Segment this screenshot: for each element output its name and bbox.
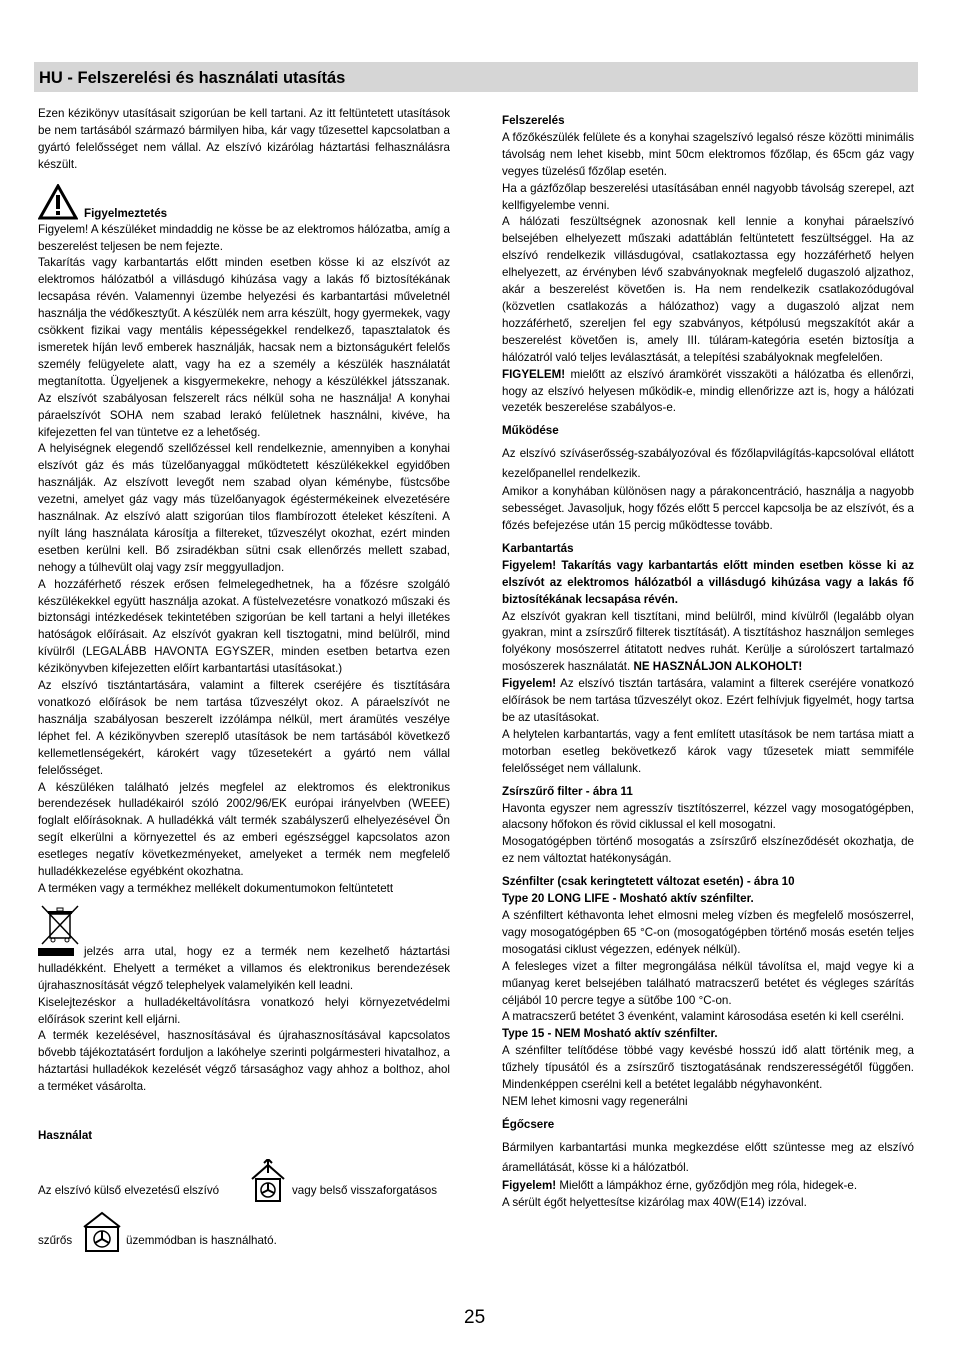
usage-text-3: szűrős <box>38 1233 73 1247</box>
warning-triangle-icon <box>38 184 78 220</box>
install-paragraph-1: A főzőkészülék felülete és a konyhai szagelszívó legalsó része közötti minimális távolság nem lehet kisebb, mint 50cm elektromos főzőlap, és 65cm gáz vagy vegyes tüzelésű főzőlap esetén. <box>502 130 914 178</box>
grease-filter-title: Zsírszűrő filter - ábra 11 <box>502 784 633 798</box>
page-title: HU - Felszerelési és használati utasítás <box>39 69 346 87</box>
type15-title: Type 15 - NEM Mosható aktív szénfilter. <box>502 1027 718 1041</box>
warning-paragraph-1: Figyelem! A készüléket mindaddig ne kösse be az elektromos hálózatba, amíg a beszerelést teljesen be nem fejezte. <box>38 222 450 253</box>
left-column <box>38 106 450 1259</box>
usage-text-2: vagy belső visszaforgatásos <box>292 1183 437 1197</box>
weee-paragraph: A készüléken található jelzés megfelel az elektromos és elektronikus berendezések hulladékairól szóló 2002/96/EK európai irányelvben (WEEE) foglalt előírásoknak. A hulladékká vált termék szabályszerű elhelyezésével Ön segít elkerülni a környezettel és az emberi egészséggel kapcsolatos azon esetleges negatív következményeket, amelyeket a termék nem megfelelő hulladékkezelése egyébként okozhatna. <box>38 780 450 879</box>
maintenance-text: Az elszívót gyakran kell tisztítani, mind belülről, mind kívülről (legalább olyan gyakran, mint a zsírszűrő filterek tisztítását). A tisztításhoz használjon semleges folyékony mosószerrel átitatott nedves ruhát. Kerülje a súrolószert tartalmazó mosószerek használatát. <box>502 609 914 674</box>
maintenance-warning-text: Az elszívó tisztán tartására, valamint a filterek cseréjére vonatkozó előírások be nem tartása tűzveszélyt okoz. Ezért felhívjuk figyelmét, hogy tartsa be az utasításokat. <box>502 677 914 724</box>
page-number: 25 <box>464 1307 486 1328</box>
carbon-filter-title: Szénfilter (csak keringtetett változat esetén) - ábra 10 <box>502 875 795 889</box>
disposal-paragraph: Kiselejtezéskor a hulladékeltávolításra vonatkozó helyi környezetvédelmi előírások szerint kell eljárni. <box>38 995 450 1026</box>
maintenance-paragraph-1 <box>502 609 914 677</box>
section-header <box>34 62 918 92</box>
operation-paragraph-2: Amikor a konyhában különösen nagy a párakoncentráció, használja a nagyobb sebességet. Javasoljuk, hogy főzés előtt 5 perccel kapcsolja be az elszívót, és a főzés befejezése után 15 percig működtesse tovább. <box>502 485 914 533</box>
install-paragraph-3: A hálózati feszültségnek azonosnak kell lennie a konyhai páraelszívó belsejében elhelyezett műszaki adattáblán feltüntetett feszültséggel. Ha az elszívó rendelkezik villásdugóval, csatlakoztassa egy hozzáférhető helyen elhelyezett, az érvényben lévő szabványoknak megfelelő dugaszoló aljzathoz, akár a beszerelést követően is. Ha nem rendelkezik csatlakozódugóval (közvetlen csatlakozás a hálózathoz) vagy a dugaszoló aljzat nem hozzáférhető, szereljen fel egy szabványos, kétpólusú megszakítót akár a beszerelést követően is, amely III. túláram-kategória esetén biztosítja a hálózatról való teljes leválasztását, a telepítési szabályoknak megfelelően. <box>502 215 914 364</box>
recirculation-mode-icon <box>80 1209 124 1253</box>
weee-bar-icon <box>38 948 74 956</box>
install-warning-label: FIGYELEM! <box>502 367 566 381</box>
bulb-paragraph-2 <box>502 1178 914 1195</box>
install-paragraph-4 <box>502 367 914 418</box>
maintenance-title: Karbantartás <box>502 541 574 555</box>
warning-paragraph-3: A helyiségnek elegendő szellőzéssel kell rendelkeznie, amennyiben a konyhai elszívót gáz és más tüzelőanyaggal működtetett készülékekkel egyidőben használják. Az elszívott levegőt nem szabad olyan kéménybe, füstcsőbe vezetni, amelyet gáz vagy más tüzelőanyagok égéstermékeinek elvezetésére használnak. Az elszívó alatt szigorúan tilos flambírozott ételeket készíteni. A nyílt láng használata károsítja a filtereket, tűzveszélyt okozhat, ezért minden esetben kerülni kell. Bő zsiradékban sütni csak ellenőrzés mellett szabad, nehogy a túlhevült olaj vagy zsír meggyulladjon. <box>38 442 450 574</box>
warning-paragraph-4: A hozzáférhető részek erősen felmelegedhetnek, ha a főzésre szolgáló készülékekkel együtt használja azokat. A füstelvezetésre vonatkozó műszaki és biztonsági intézkedések tekintetében szigorúan be kell tartani a helyi illetékes hatóságok előírásait. Az elszívót gyakran kell tisztogatni, mind belülről, mind kívülről (LEGALÁBB HAVONTA EGYSZER, minden esetben betartva ezen kézikönyvben kifejezetten előírt karbantartási utasításokat.) <box>38 577 450 676</box>
crossed-bin-icon <box>38 902 82 946</box>
weee-paragraph-2: jelzés arra utal, hogy ez a termék nem kezelhető háztartási hulladékként. Ehelyett a terméket a villamos és elektronikus berendezések újrahasznosítását végző telephelyek valamelyikén kell leadni. <box>38 944 450 992</box>
warning-paragraph-5: Az elszívó tisztántartására, valamint a filterek cseréjére és tisztítására vonatkozó előírások be nem tartása tűzveszélyt okoz. A páraelszívót ne használja szabályosan beszerelt izzólámpa nélkül, mert áramütés veszélye léphet fel. A kézikönyvben szereplő utasítások be nem tartásából következő kellemetlenségekért, károkért vagy tűzesetekért a gyártó nem vállal felelősséget. <box>38 679 450 777</box>
type20-title: Type 20 LONG LIFE - Mosható aktív szénfilter. <box>502 892 754 906</box>
warning-block <box>38 184 450 222</box>
usage-text-4: üzemmódban is használható. <box>126 1233 277 1247</box>
usage-line-1 <box>38 1159 450 1209</box>
carbon-paragraph-4: A szénfilter telítődése többé vagy kevésbé hosszú idő alatt történik meg, a tűzhely típusától és a zsírszűrő tisztogatásának rendszerességétől függően. Mindenképpen cserélni kell a betétet legalább négyhavonként. <box>502 1044 914 1092</box>
install-title: Felszerelés <box>502 114 565 127</box>
warning-paragraph-2: Takarítás vagy karbantartás előtt minden esetben kösse ki az elszívót az elektromos hálózatból a villásdugó kihúzása vagy a lakás fő biztosítékának lecsapása révén. Valamennyi üzembe helyezési és karbantartási műveletnél használja the védőkesztyűt. A készülék nem arra készült, hogy gyermekek, vagy csökkent fizikai vagy mentális képességekkel rendelkező, tapasztalatok és ismeretek híján levő emberek használják, hacsak nem a biztonságukért felelős személy felügyelete alatt, vagy ha ez a személy a készülék használatát megtanította. Ügyeljenek a kisgyermekekre, nehogy a készülékkel játsszanak. Az elszívót szabályosan felszerelt rács nélkül soha ne használja! A konyhai páraelszívót SOHA nem szabad lerakó felületnek használni, kivéve, ha kifejezetten fel van tüntetve ez a lehetőség. <box>38 256 450 439</box>
info-paragraph: A termék kezelésével, hasznosításával és újrahasznosításával kapcsolatos bővebb tájékoztatásért forduljon a lakóhelye szerinti polgármesteri hivatalhoz, a háztartási hulladékok kezelését végző társasághoz vagy ahhoz a bolthoz, ahol a terméket vásárolta. <box>38 1029 450 1094</box>
grease-filter-paragraph-1: Havonta egyszer nem agresszív tisztítószerrel, kézzel vagy mosogatógépben, alacsony hőfokon és rövid ciklussal el kell mosogatni. <box>502 801 914 832</box>
right-column <box>502 113 914 1212</box>
usage-line-2 <box>38 1209 450 1259</box>
operation-paragraph-1: Az elszívó szíváserősség-szabályozóval és főzőlapvilágítás-kapcsolóval ellátott kezelőpanellel rendelkezik. <box>502 447 914 481</box>
maintenance-paragraph-2 <box>502 676 914 727</box>
maintenance-warning-label: Figyelem! <box>502 677 557 691</box>
carbon-paragraph-2: A felesleges vizet a filter megrongálása nélkül távolítsa el, majd vegye ki a műanyag keret belsejében található matracszerű betétet és végleges szárítás céljából 10 percre tegye a sütőbe 100 °C-on. <box>502 959 914 1007</box>
usage-title: Használat <box>38 1129 93 1143</box>
bulb-warning-text: Mielőtt a lámpákhoz érne, győződjön meg róla, hidegek-e. <box>556 1178 858 1192</box>
carbon-paragraph-1: A szénfiltert kéthavonta lehet elmosni meleg vízben és megfelelő mosószerrel, vagy mosogatógépben 65 °C-on (mosogatógépben történő mosás esetén teljes mosogatási ciklust végezzen, edények nélkül). <box>502 908 914 956</box>
grease-filter-paragraph-2: Mosogatógépben történő mosogatás a zsírszűrő elszíneződését okozhatja, de ez nem változtat hatékonyságán. <box>502 835 914 866</box>
bulb-warning-label: Figyelem! <box>502 1178 557 1192</box>
warning-title: Figyelmeztetés <box>84 206 168 220</box>
install-warning-text: mielőtt az elszívó áramkörét visszaköti a hálózatba és ellenőrzi, hogy az elszívó helyesen működik-e, mindig ellenőrizze azt is, hogy a hálózati vezeték beszerelése szabályos-e. <box>502 367 914 415</box>
carbon-paragraph-3: A matracszerű betétet 3 évenként, valamint károsodása esetén ki kell cserélni. <box>502 1010 905 1024</box>
no-alcohol-warning: NE HASZNÁLJON ALKOHOLT! <box>633 660 803 674</box>
bulb-paragraph-1: Bármilyen karbantartási munka megkezdése előtt szüntesse meg az elszívó áramellátását, kösse ki a hálózatból. <box>502 1140 914 1174</box>
bulb-paragraph-3: A sérült égőt helyettesítse kizárólag max 40W(E14) izzóval. <box>502 1195 807 1209</box>
maintenance-paragraph-3: A helytelen karbantartás, vagy a fent említett utasítások be nem tartása miatt a motorban esetleg bekövetkező károk vagy tűzesetek miatt semmiféle felelősséget nem vállalunk. <box>502 727 914 775</box>
weee-symbol-block <box>38 898 450 944</box>
bulb-title: Égőcsere <box>502 1117 555 1131</box>
weee-intro: A terméken vagy a termékhez mellékelt dokumentumokon feltüntetett <box>38 881 394 895</box>
usage-text-1: Az elszívó külső elvezetésű elszívó <box>38 1183 220 1197</box>
maintenance-warning: Figyelem! Takarítás vagy karbantartás előtt minden esetben kösse ki az elszívót az elektromos hálózatból a villásdugó kihúzása vagy a lakás fő biztosítékának lecsapása révén. <box>502 558 914 606</box>
intro-paragraph: Ezen kézikönyv utasításait szigorúan be kell tartani. Az itt feltüntetett utasítások be nem tartásából származó bármilyen hiba, kár vagy tűzesettel kapcsolatban a gyártó felelősséget nem vállal. Az elszívó kizárólag háztartási felhasználásra készült. <box>38 107 450 171</box>
operation-title: Működése <box>502 424 559 438</box>
ducted-mode-icon <box>248 1159 288 1203</box>
carbon-paragraph-5: NEM lehet kimosni vagy regenerálni <box>502 1094 688 1108</box>
install-paragraph-2: Ha a gázfőzőlap beszerelési utasításában ennél nagyobb távolság szerepel, azt kellfigyelembe venni. <box>502 181 914 212</box>
